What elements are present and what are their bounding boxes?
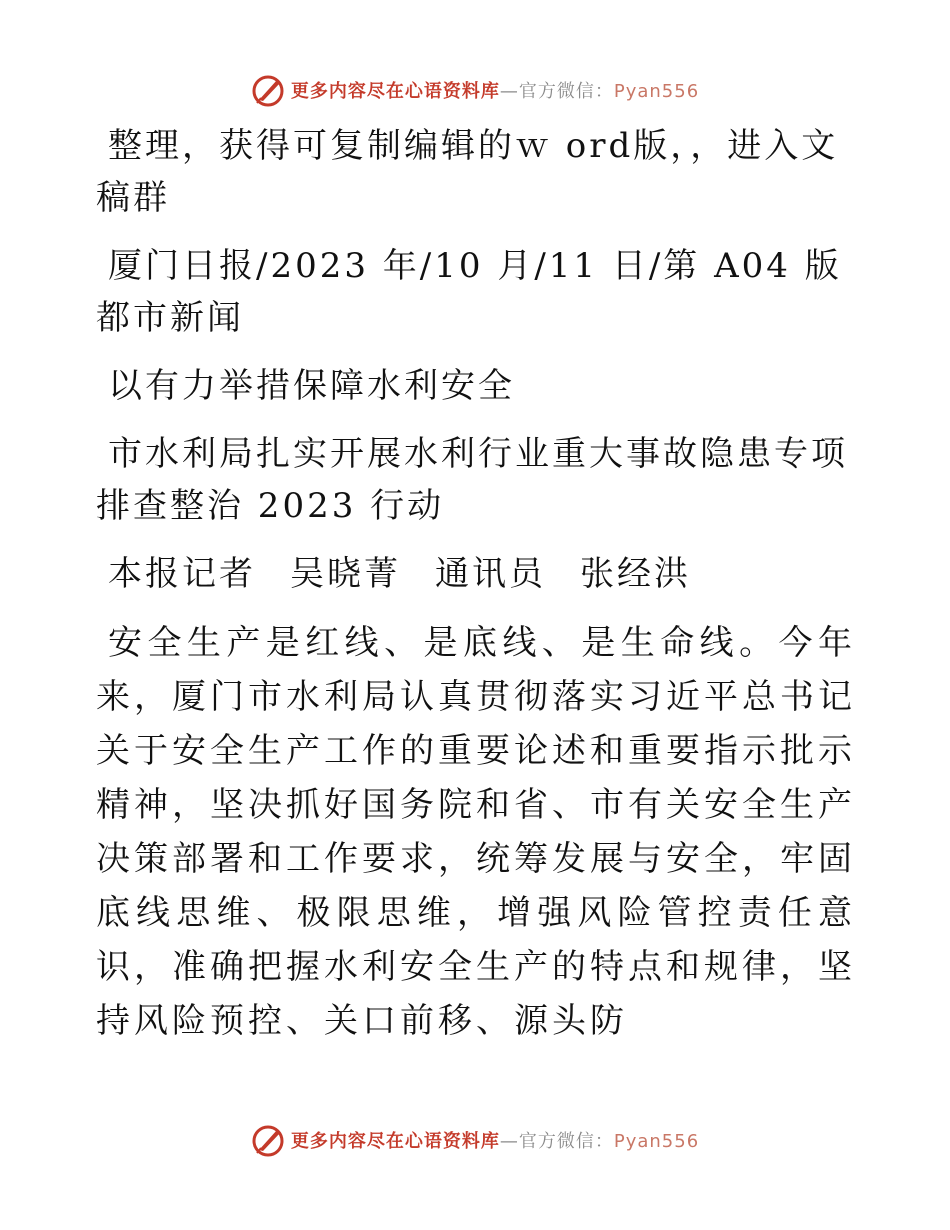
banner-lead: 更多内容尽在心语资料库 [290, 1131, 500, 1152]
banner-label: 官方微信： [518, 81, 614, 102]
banner-account: Pyan556 [613, 81, 700, 102]
byline-reporter-label: 本报记者 [108, 554, 256, 594]
subheadline: 市水利局扎实开展水利行业重大事故隐患专项排查整治 2023 行动 [96, 434, 848, 526]
banner-account: Pyan556 [613, 1131, 700, 1152]
banner-text [291, 1127, 699, 1153]
document-body [96, 120, 856, 1064]
byline-reporter-name: 吴晓菁 [290, 554, 401, 594]
headline: 以有力举措保障水利安全 [108, 366, 515, 406]
feather-pen-logo-icon [251, 73, 285, 107]
banner-dash: — [499, 81, 519, 102]
banner-dash: — [499, 1131, 519, 1152]
banner-lead: 更多内容尽在心语资料库 [290, 81, 500, 102]
banner-text [291, 77, 699, 103]
banner-label: 官方微信： [518, 1131, 614, 1152]
byline [96, 548, 856, 600]
byline-correspondent-label: 通讯员 [435, 554, 546, 594]
editor-note: 整理，获得可复制编辑的ｗ ord版，，进入文稿群 [96, 126, 839, 218]
source-line: 厦门日报/2023 年/10 月/11 日/第 A04 版都市新闻 [96, 246, 842, 338]
feather-pen-logo-icon [251, 1123, 285, 1157]
body-paragraph: 安全生产是红线、是底线、是生命线。今年来，厦门市水利局认真贯彻落实习近平总书记关于安全生产工作的重要论述和重要指示批示精神，坚决抓好国务院和省、市有关安全生产决策部署和工作要求，统筹发展与安全，牢固底线思维、极限思维，增强风险管控责任意识，准确把握水利安全生产的特点和规律，坚持风险预控、关口前移、源头防 [96, 623, 856, 1041]
footer-banner [0, 1120, 950, 1160]
header-banner [0, 70, 950, 110]
byline-correspondent-name: 张经洪 [580, 554, 691, 594]
